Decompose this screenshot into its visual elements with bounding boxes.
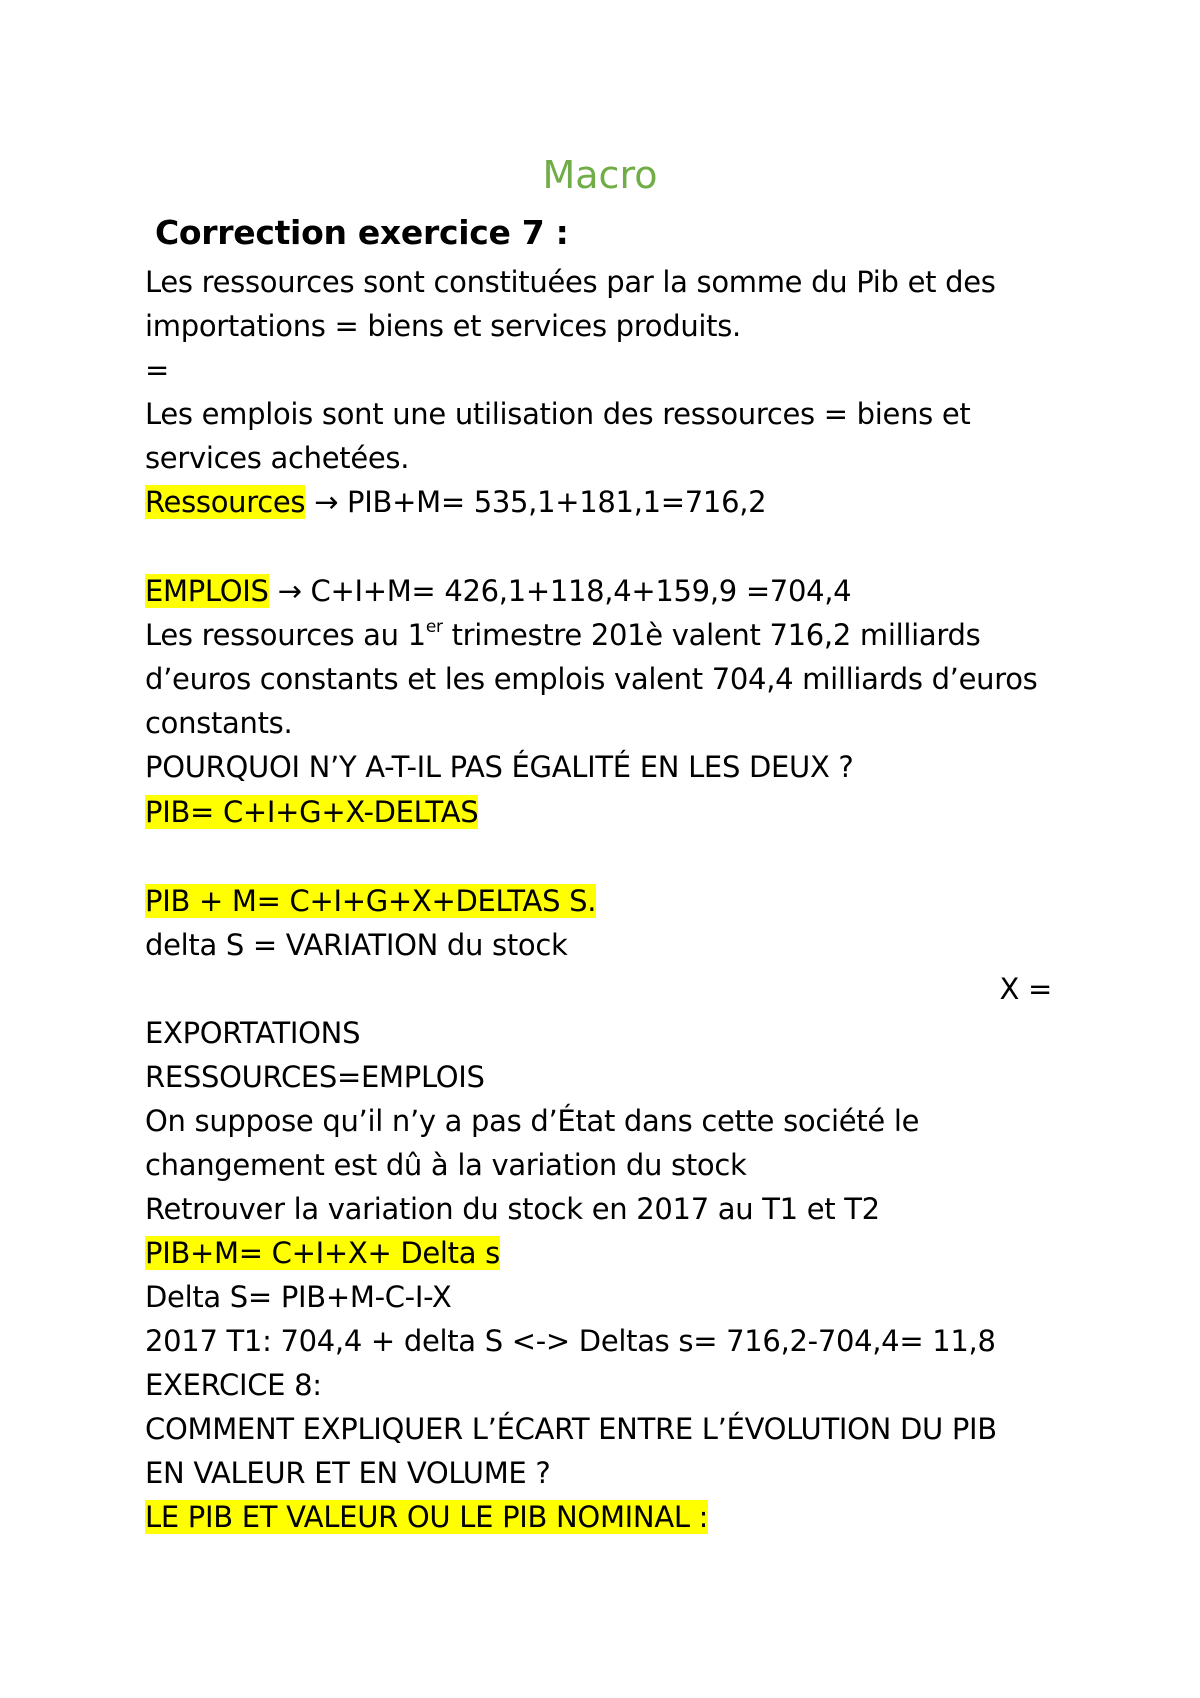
text-line-4: Les emplois sont une utilisation des ressources = biens et: [145, 397, 971, 431]
text-line-25: COMMENT EXPLIQUER L’ÉCART ENTRE L’ÉVOLUTION DU PIB: [145, 1412, 997, 1446]
ressources-label: Ressources: [145, 485, 306, 519]
formula-line-nominal: [145, 1497, 708, 1537]
section-heading: Correction exercice 7 :: [155, 213, 569, 252]
text-line-17: RESSOURCES=EMPLOIS: [145, 1060, 485, 1094]
formula-line-pib: [145, 792, 478, 832]
text-line-22: Delta S= PIB+M-C-I-X: [145, 1280, 452, 1314]
text-line-2: importations = biens et services produits.: [145, 309, 741, 343]
text-line-16: EXPORTATIONS: [145, 1016, 361, 1050]
text-line-19: changement est dû à la variation du stock: [145, 1148, 747, 1182]
ressources-line: [145, 482, 766, 522]
text-line-10: constants.: [145, 706, 293, 740]
text-line-26: EN VALEUR ET EN VOLUME ?: [145, 1456, 551, 1490]
superscript-er: er: [425, 617, 443, 637]
text-line-8-start: Les ressources au 1: [145, 618, 426, 652]
page-title: Macro: [542, 153, 658, 197]
text-line-8: [145, 615, 980, 655]
question-line: POURQUOI N’Y A-T-IL PAS ÉGALITÉ EN LES DEUX ?: [145, 750, 854, 784]
emplois-formula: C+I+M= 426,1+118,4+159,9 =704,4: [301, 574, 852, 608]
text-line-3: =: [145, 353, 169, 387]
text-line-14: delta S = VARIATION du stock: [145, 928, 568, 962]
formula-line-delta: [145, 1233, 500, 1273]
emplois-line: [145, 571, 851, 611]
text-line-20: Retrouver la variation du stock en 2017 au T1 et T2: [145, 1192, 880, 1226]
ressources-formula: PIB+M= 535,1+181,1=716,2: [338, 485, 767, 519]
text-line-24: EXERCICE 8:: [145, 1368, 322, 1402]
text-line-18: On suppose qu’il n’y a pas d’État dans cette société le: [145, 1104, 920, 1138]
formula-line-pib-m: [145, 881, 596, 921]
arrow-right-icon: →: [314, 485, 339, 519]
text-line-9: d’euros constants et les emplois valent 704,4 milliards d’euros: [145, 662, 1038, 696]
text-line-8-end: trimestre 201è valent 716,2 milliards: [442, 618, 981, 652]
text-line-1: Les ressources sont constituées par la somme du Pib et des: [145, 265, 996, 299]
text-line-5: services achetées.: [145, 441, 410, 475]
text-line-15: X =: [999, 972, 1052, 1006]
formula-pib-m: PIB + M= C+I+G+X+DELTAS S.: [145, 884, 597, 918]
text-line-23: 2017 T1: 704,4 + delta S <-> Deltas s= 716,2-704,4= 11,8: [145, 1324, 996, 1358]
emplois-label: EMPLOIS: [145, 574, 269, 608]
formula-pib: PIB= C+I+G+X-DELTAS: [145, 795, 479, 829]
formula-delta: PIB+M= C+I+X+ Delta s: [145, 1236, 500, 1270]
arrow-right-icon: →: [277, 574, 302, 608]
pib-nominal-heading: LE PIB ET VALEUR OU LE PIB NOMINAL :: [145, 1500, 709, 1534]
